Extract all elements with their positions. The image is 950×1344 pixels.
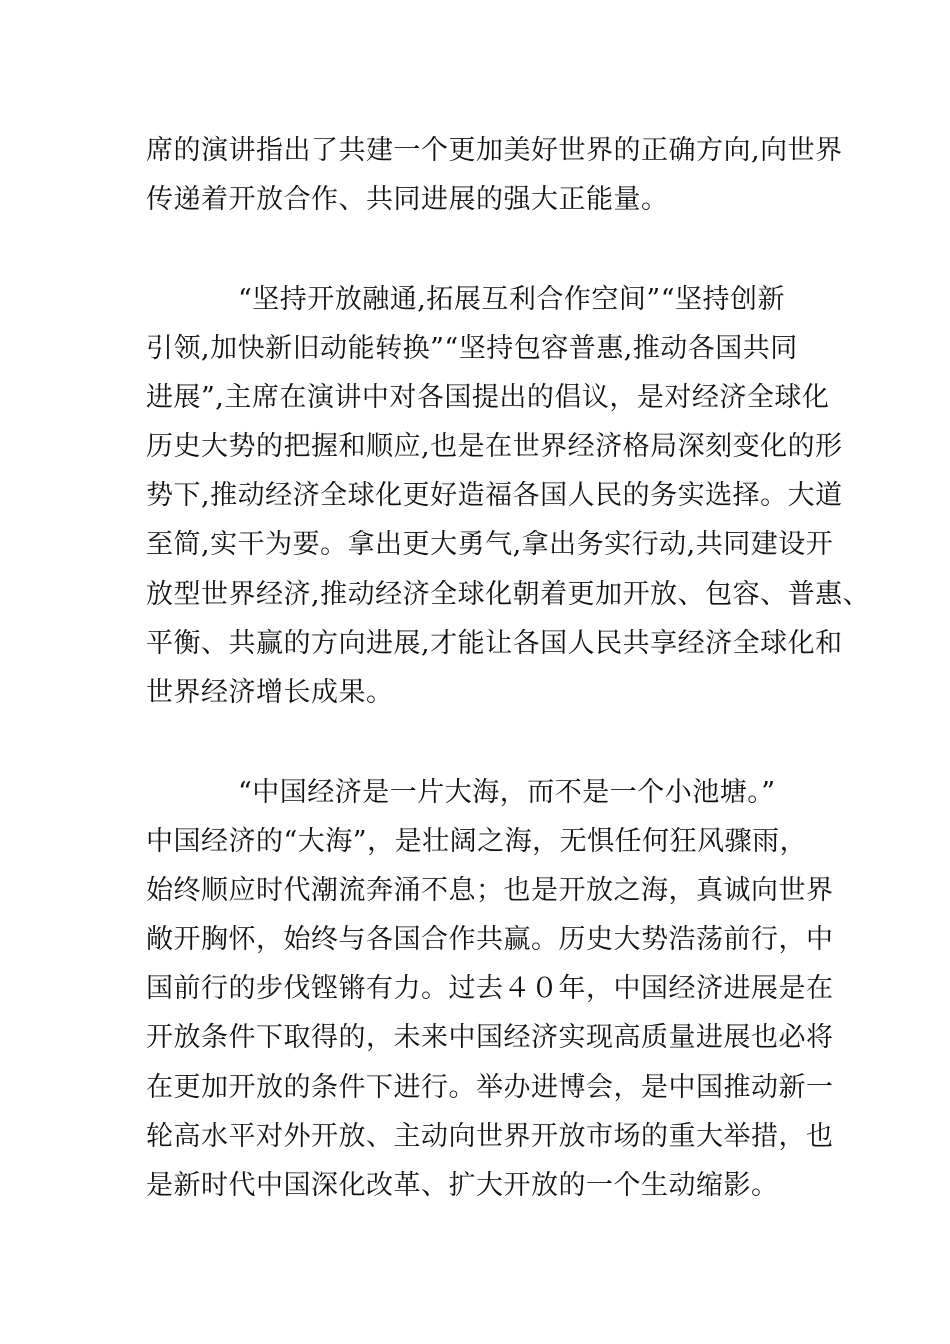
paragraph-3-line-1: “中国经济是一片大海，而不是一个小池塘。” xyxy=(238,777,776,808)
paragraph-2-line-3: 进展”,主席在演讲中对各国提出的倡议，是对经济全球化 xyxy=(146,382,830,413)
paragraph-3-line-8: 轮高水平对外开放、主动向世界开放市场的重大举措，也 xyxy=(146,1121,834,1152)
paragraph-2-line-2: 引领,加快新旧动能转换”“坚持包容普惠,推动各国共同 xyxy=(146,333,798,364)
paragraph-3-line-3: 始终顺应时代潮流奔涌不息；也是开放之海，真诚向世界 xyxy=(146,875,834,906)
paragraph-2-line-7: 放型世界经济,推动经济全球化朝着更加开放、包容、普惠、 xyxy=(146,579,871,610)
paragraph-2-line-4: 历史大势的把握和顺应,也是在世界经济格局深刻变化的形 xyxy=(146,431,843,462)
paragraph-2-line-6: 至简,实干为要。拿出更大勇气,拿出务实行动,共同建设开 xyxy=(146,529,834,560)
paragraph-1-line-2: 传递着开放合作、共同进展的强大正能量。 xyxy=(146,184,669,215)
paragraph-2-line-1: “坚持开放融通,拓展互利合作空间”“坚持创新 xyxy=(238,284,785,315)
paragraph-3-line-5: 国前行的步伐铿锵有力。过去４０年，中国经济进展是在 xyxy=(146,973,834,1004)
paragraph-2-line-8: 平衡、共赢的方向进展,才能让各国人民共享经济全球化和 xyxy=(146,628,843,659)
paragraph-3-line-2: 中国经济的“大海”，是壮阔之海，无惧任何狂风骤雨， xyxy=(146,826,808,857)
paragraph-3-line-6: 开放条件下取得的，未来中国经济实现高质量进展也必将 xyxy=(146,1022,834,1053)
paragraph-2-line-5: 势下,推动经济全球化更好造福各国人民的务实选择。大道 xyxy=(146,480,843,511)
paragraph-1-line-1: 席的演讲指出了共建一个更加美好世界的正确方向,向世界 xyxy=(146,135,843,166)
paragraph-3-line-4: 敞开胸怀，始终与各国合作共赢。历史大势浩荡前行，中 xyxy=(146,924,834,955)
paragraph-3-line-7: 在更加开放的条件下进行。举办进博会，是中国推动新一 xyxy=(146,1072,834,1103)
paragraph-2-line-9: 世界经济增长成果。 xyxy=(146,677,394,708)
paragraph-3-line-9: 是新时代中国深化改革、扩大开放的一个生动缩影。 xyxy=(146,1170,779,1201)
